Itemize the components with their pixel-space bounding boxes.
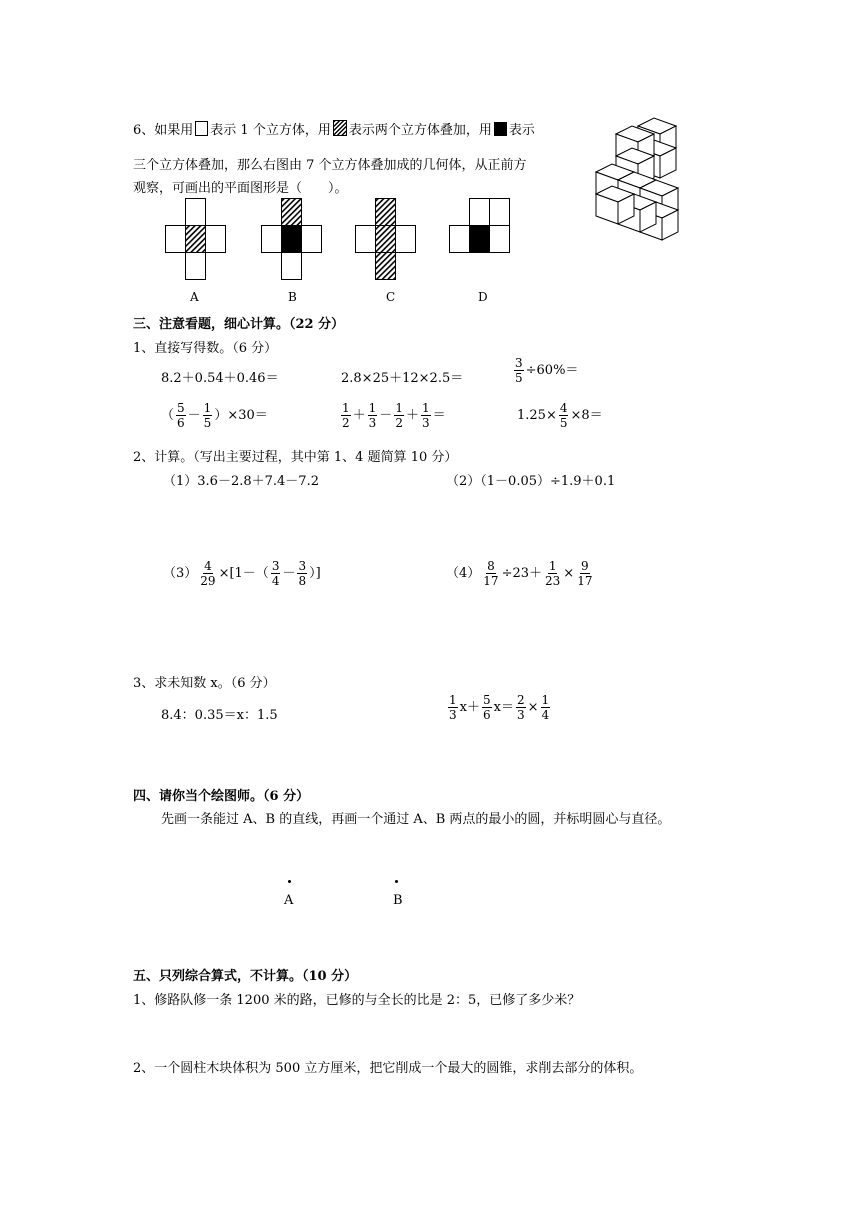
fraction: $\frac{2}{3}$	[516, 693, 525, 722]
fraction: $\frac{1}{4}$	[541, 693, 550, 722]
fraction: $\frac{1}{3}$	[449, 693, 457, 722]
option-b-label: B	[288, 290, 297, 304]
fraction: $\frac{3}{5}$	[515, 356, 523, 385]
expr-4: （ $\frac{5}{6}$ － $\frac{1}{5}$ ）×30＝	[161, 401, 268, 430]
point-b-dot	[395, 880, 398, 883]
section-4-instruction: 先画一条能过 A、B 的直线，再画一个通过 A、B 两点的最小的圆，并标明圆心与直径。	[161, 812, 671, 827]
fraction: $\frac{1}{2}$	[342, 401, 350, 430]
option-b-figure	[261, 198, 323, 280]
fraction: $\frac{4}{29}$	[200, 559, 216, 588]
fraction: $\frac{5}{6}$	[482, 693, 491, 722]
three-cube-solid-icon	[494, 122, 507, 136]
part-2-title: 2、计算。（写出主要过程，其中第 1、4 题简算 10 分）	[133, 450, 458, 465]
q6-line3: 观察，可画出的平面图形是（ ）。	[133, 181, 348, 196]
expr-5: $\frac{1}{2}$ ＋ $\frac{1}{3}$ － $\frac{1}{2}$ ＋ $\frac{1}{3}$ ＝	[342, 401, 446, 430]
equation-1: 8.4：0.35＝x：1.5	[161, 708, 278, 723]
point-a-label: A	[284, 893, 294, 908]
option-d-label: D	[478, 290, 488, 304]
fraction: $\frac{3}{4}$	[271, 559, 280, 588]
option-c-label: C	[386, 290, 396, 304]
fraction: $\frac{1}{3}$	[368, 401, 377, 430]
fraction: $\frac{5}{6}$	[177, 401, 185, 430]
fraction: $\frac{4}{5}$	[559, 401, 568, 430]
equation-2: $\frac{1}{3}$ x＋ $\frac{5}{6}$ x＝ $\frac{2}{3}$ × $\frac{1}{4}$	[449, 693, 550, 722]
fraction: $\frac{1}{3}$	[421, 401, 430, 430]
calc-2: （2）（1－0.05）÷1.9＋0.1	[446, 474, 616, 489]
fraction: $\frac{8}{17}$	[483, 559, 499, 588]
fraction: $\frac{1}{5}$	[203, 401, 212, 430]
option-a-figure	[165, 198, 227, 280]
option-a-label: A	[190, 290, 199, 304]
point-a-dot	[288, 880, 291, 883]
word-problem-2: 2、一个圆柱木块体积为 500 立方厘米，把它削成一个最大的圆锥，求削去部分的体积。	[133, 1061, 643, 1076]
part-3-title: 3、求未知数 x。（6 分）	[133, 676, 276, 691]
option-d-figure	[449, 198, 511, 254]
q6-line1: 6、如果用 表示 1 个立方体，用 表示两个立方体叠加，用 表示	[133, 119, 535, 138]
expr-6: 1.25× $\frac{4}{5}$ ×8＝	[517, 401, 603, 430]
expr-1: 8.2＋0.54＋0.46＝	[161, 371, 279, 386]
fraction: $\frac{1}{23}$	[545, 559, 561, 588]
point-b-label: B	[393, 893, 403, 908]
expr-3: $\frac{3}{5}$ ÷60%＝	[515, 356, 579, 385]
option-c-figure	[355, 198, 417, 280]
section-5-heading: 五、只列综合算式，不计算。（10 分）	[133, 969, 358, 984]
single-cube-icon	[195, 121, 208, 136]
part-1-title: 1、直接写得数。（6 分）	[133, 341, 278, 356]
cube-stack-figure	[596, 118, 716, 248]
calc-4: （4） $\frac{8}{17}$ ÷23＋ $\frac{1}{23}$ × $\frac{9}{17}$	[446, 559, 593, 588]
q6-line2: 三个立方体叠加，那么右图由 7 个立方体叠加成的几何体，从正前方	[133, 158, 527, 173]
section-3-heading: 三、注意看题，细心计算。（22 分）	[133, 317, 345, 332]
fraction: $\frac{3}{8}$	[298, 559, 307, 588]
calc-1: （1）3.6－2.8＋7.4－7.2	[163, 474, 319, 489]
two-cube-hatched-icon	[333, 120, 347, 136]
fraction: $\frac{1}{2}$	[395, 401, 403, 430]
section-4-heading: 四、请你当个绘图师。（6 分）	[133, 789, 310, 804]
fraction: $\frac{9}{17}$	[577, 559, 593, 588]
word-problem-1: 1、修路队修一条 1200 米的路，已修的与全长的比是 2：5，已修了多少米？	[133, 993, 581, 1008]
expr-2: 2.8×25＋12×2.5＝	[341, 371, 464, 386]
calc-3: （3） $\frac{4}{29}$ ×[1－（ $\frac{3}{4}$ － $\frac{3}{8}$ ）]	[163, 559, 321, 588]
